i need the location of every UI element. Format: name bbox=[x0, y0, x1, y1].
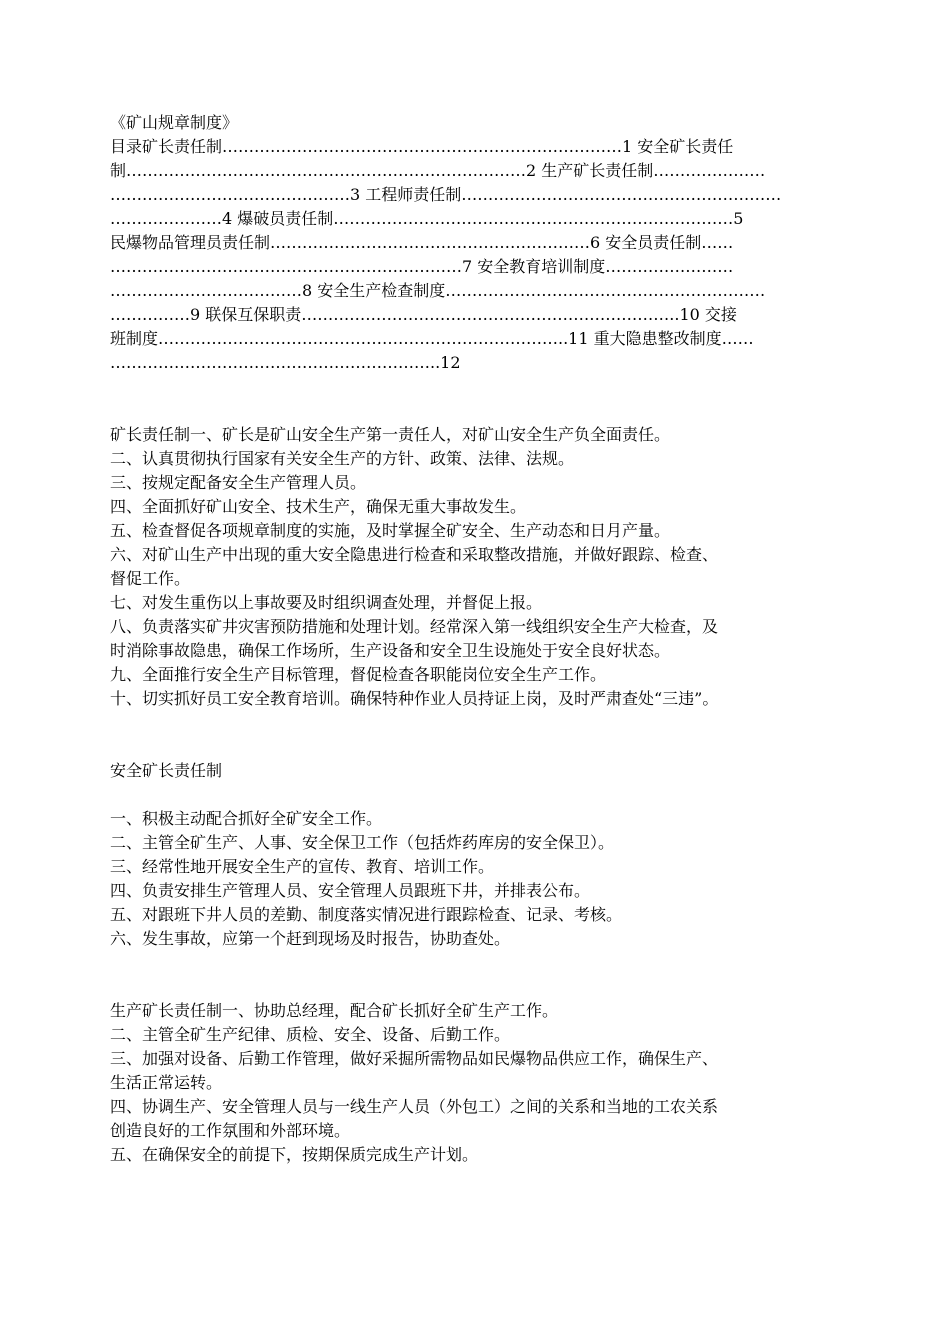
paragraph-line: 五、检查督促各项规章制度的实施，及时掌握全矿安全、生产动态和日月产量。 bbox=[110, 521, 671, 540]
toc-line: ………………………………………3 工程师责任制…………………………………………………… bbox=[110, 185, 782, 204]
paragraph-line: 五、在确保安全的前提下，按期保质完成生产计划。 bbox=[110, 1145, 479, 1164]
paragraph-line: 六、对矿山生产中出现的重大安全隐患进行检查和采取整改措施，并做好跟踪、检查、 bbox=[110, 545, 719, 564]
toc-line: 目录矿长责任制…………………………………………………………………1 安全矿长责任 bbox=[110, 137, 734, 156]
paragraph-line: 八、负责落实矿井灾害预防措施和处理计划。经常深入第一线组织安全生产大检查，及 bbox=[110, 617, 719, 636]
paragraph-line: 四、全面抓好矿山安全、技术生产，确保无重大事故发生。 bbox=[110, 497, 527, 516]
paragraph-line: 二、认真贯彻执行国家有关安全生产的方针、政策、法律、法规。 bbox=[110, 449, 575, 468]
section-heading: 安全矿长责任制 bbox=[110, 761, 223, 780]
paragraph-line: 时消除事故隐患，确保工作场所，生产设备和安全卫生设施处于安全良好状态。 bbox=[110, 641, 671, 660]
paragraph-line: 七、对发生重伤以上事故要及时组织调查处理，并督促上报。 bbox=[110, 593, 543, 612]
paragraph-line: 四、协调生产、安全管理人员与一线生产人员（外包工）之间的关系和当地的工农关系 bbox=[110, 1097, 719, 1116]
paragraph-line: 四、负责安排生产管理人员、安全管理人员跟班下井，并排表公布。 bbox=[110, 881, 591, 900]
section-production-manager-responsibility bbox=[110, 999, 832, 1167]
document-page bbox=[110, 111, 832, 1167]
paragraph-line: 生活正常运转。 bbox=[110, 1073, 223, 1092]
paragraph-line: 生产矿长责任制一、协助总经理，配合矿长抓好全矿生产工作。 bbox=[110, 1001, 559, 1020]
paragraph-line: 矿长责任制一、矿长是矿山安全生产第一责任人，对矿山安全生产负全面责任。 bbox=[110, 425, 671, 444]
toc-line: …………………4 爆破员责任制…………………………………………………………………5 bbox=[110, 209, 744, 228]
toc-line: ……………9 联保互保职责……………………………………………………………..10 交接 bbox=[110, 305, 737, 324]
paragraph-line: 六、发生事故，应第一个赶到现场及时报告，协助查处。 bbox=[110, 929, 511, 948]
toc-line: 民爆物品管理员责任制……………………………………………………6 安全员责任制…… bbox=[110, 233, 734, 252]
table-of-contents bbox=[110, 135, 832, 375]
paragraph-line: 五、对跟班下井人员的差勤、制度落实情况进行跟踪检查、记录、考核。 bbox=[110, 905, 623, 924]
section-mine-manager-responsibility bbox=[110, 423, 832, 711]
toc-line: …………………………………………………………7 安全教育培训制度…………………… bbox=[110, 257, 734, 276]
paragraph-line: 十、切实抓好员工安全教育培训。确保特种作业人员持证上岗，及时严肃查处“三违”。 bbox=[110, 689, 719, 708]
toc-line: ………………………………8 安全生产检查制度…………………………………………………… bbox=[110, 281, 766, 300]
toc-line: 班制度…………………………………………………………………..11 重大隐患整改制度…… bbox=[110, 329, 754, 348]
paragraph-line: 三、经常性地开展安全生产的宣传、教育、培训工作。 bbox=[110, 857, 495, 876]
paragraph-line: 九、全面推行安全生产目标管理，督促检查各职能岗位安全生产工作。 bbox=[110, 665, 607, 684]
paragraph-line: 一、积极主动配合抓好全矿安全工作。 bbox=[110, 809, 383, 828]
section-safety-manager-responsibility bbox=[110, 759, 832, 951]
paragraph-line: 二、主管全矿生产纪律、质检、安全、设备、后勤工作。 bbox=[110, 1025, 511, 1044]
document-title: 《矿山规章制度》 bbox=[110, 113, 239, 132]
paragraph-line: 三、加强对设备、后勤工作管理，做好采掘所需物品如民爆物品供应工作，确保生产、 bbox=[110, 1049, 719, 1068]
paragraph-line: 二、主管全矿生产、人事、安全保卫工作（包括炸药库房的安全保卫）。 bbox=[110, 833, 615, 852]
toc-line: 制…………………………………………………………………2 生产矿长责任制………………… bbox=[110, 161, 766, 180]
paragraph-line: 创造良好的工作氛围和外部环境。 bbox=[110, 1121, 351, 1140]
toc-line: ……………………………………………………..12 bbox=[110, 353, 461, 372]
paragraph-line: 督促工作。 bbox=[110, 569, 191, 588]
paragraph-line: 三、按规定配备安全生产管理人员。 bbox=[110, 473, 367, 492]
